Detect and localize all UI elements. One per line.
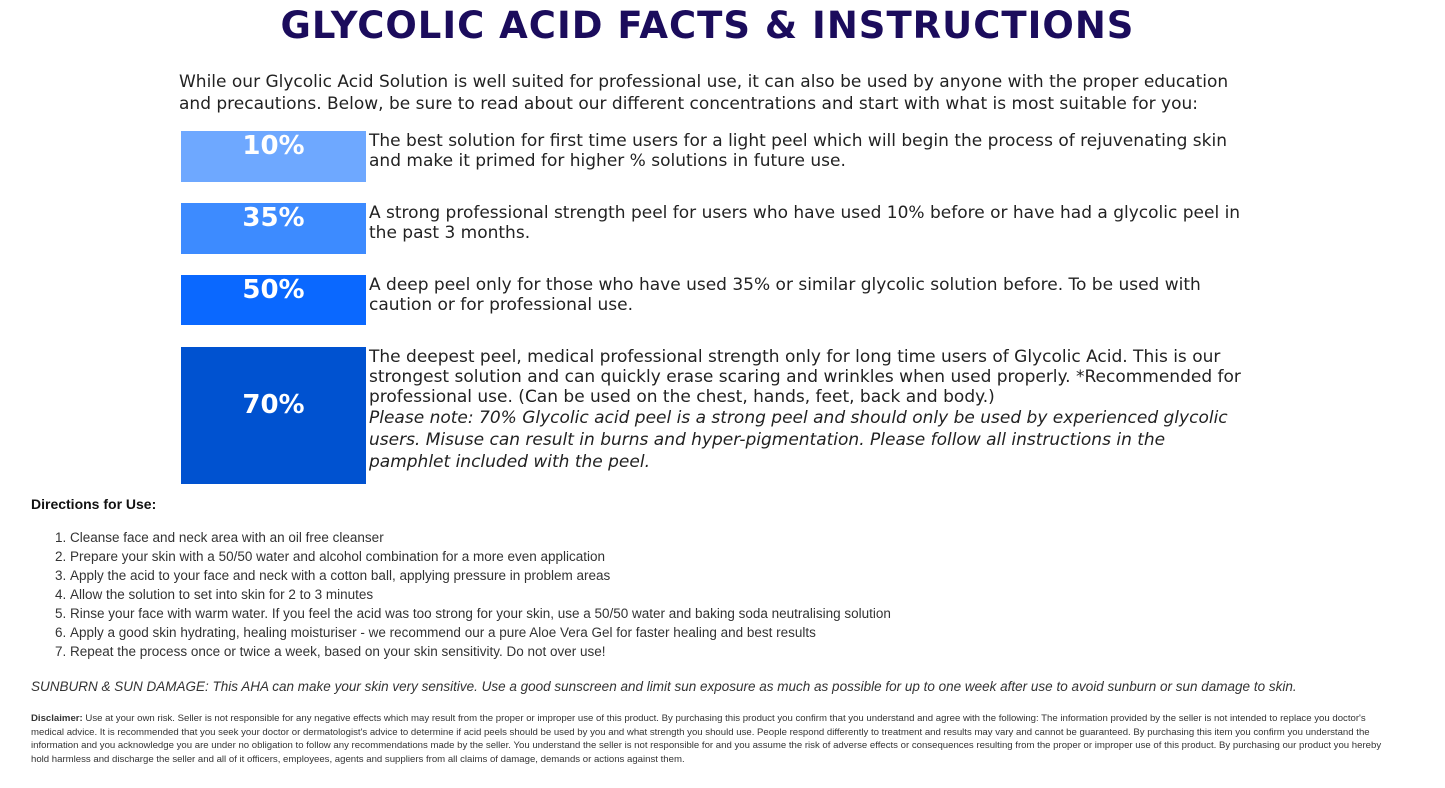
concentration-description: A deep peel only for those who have used 35% or similar glycolic solution before. To be used with caution or for professional use.: [369, 275, 1201, 315]
concentration-description: The best solution for first time users for a light peel which will begin the process of rejuvenating skin and make it primed for higher % solutions in future use.: [369, 131, 1228, 171]
direction-step: 2. Prepare your skin with a 50/50 water and alcohol combination for a more even application: [70, 547, 891, 566]
disclaimer: [31, 712, 1391, 766]
disclaimer-label: Disclaimer:: [31, 713, 83, 724]
concentration-text: The deepest peel, medical professional strength only for long time users of Glycolic Acid. This is our strongest solution and can quickly erase scaring and wrinkles when used properly. *Recommended for professional use. (Can be used on the chest, hands, feet, back and body.): [369, 347, 1241, 407]
page-title: GLYCOLIC ACID FACTS & INSTRUCTIONS: [280, 4, 1135, 47]
concentration-badge: 10%: [181, 131, 366, 182]
concentration-note: Please note: 70% Glycolic acid peel is a strong peel and should only be used by experienced glycolic users. Misuse can result in burns and hyper-pigmentation. Please follow all instructions in the pamphlet included with the peel.: [369, 408, 1228, 472]
concentration-description: [369, 347, 1249, 473]
concentration-badge: 35%: [181, 203, 366, 254]
directions-heading: Directions for Use:: [31, 496, 157, 512]
concentration-badge: 50%: [181, 275, 366, 325]
direction-step: 1. Cleanse face and neck area with an oil free cleanser: [70, 528, 891, 547]
direction-step: 4. Allow the solution to set into skin for 2 to 3 minutes: [70, 585, 891, 604]
disclaimer-text: Use at your own risk. Seller is not responsible for any negative effects which may result from the proper or improper use of this product. By purchasing this product you confirm that you understand and agree with the following: The information provided by the seller is not intended to replace you doctor's medical advice. It is recommended that you seek your doctor or dermatologist's advice to determine if acid peels should be used by you and what strength you should use. People respond differently to treatment and results may vary and cannot be guaranteed. By purchasing this item you confirm you understand the information and you acknowledge you are under no obligation to follow any recommendations made by the seller. You understand the seller is not responsible for and you assume the risk of adverse effects or consequences resulting from the proper or improper use of this product. By purchasing our product you hereby hold harmless and discharge the seller and all of it officers, employees, agents and suppliers from all claims of damage, demands or actions against them.: [31, 713, 1382, 765]
direction-step: 5. Rinse your face with warm water. If you feel the acid was too strong for your skin, use a 50/50 water and baking soda neutralising solution: [70, 604, 891, 623]
concentration-description: A strong professional strength peel for users who have used 10% before or have had a glycolic peel in the past 3 months.: [369, 203, 1241, 243]
concentration-badge: 70%: [181, 347, 366, 484]
direction-step: 3. Apply the acid to your face and neck with a cotton ball, applying pressure in problem areas: [70, 566, 891, 585]
direction-step: 6. Apply a good skin hydrating, healing moisturiser - we recommend our a pure Aloe Vera Gel for faster healing and best results: [70, 623, 891, 642]
directions-list: [40, 528, 891, 661]
sunburn-warning: SUNBURN & SUN DAMAGE: This AHA can make your skin very sensitive. Use a good sunscreen and limit sun exposure as much as possible for up to one week after use to avoid sunburn or sun damage to skin.: [31, 679, 1297, 694]
direction-step: 7. Repeat the process once or twice a week, based on your skin sensitivity. Do not over use!: [70, 642, 891, 661]
intro-text: While our Glycolic Acid Solution is well suited for professional use, it can also be used by anyone with the proper education and precautions. Below, be sure to read about our different concentrations and start with what is most suitable for you:: [179, 72, 1229, 114]
